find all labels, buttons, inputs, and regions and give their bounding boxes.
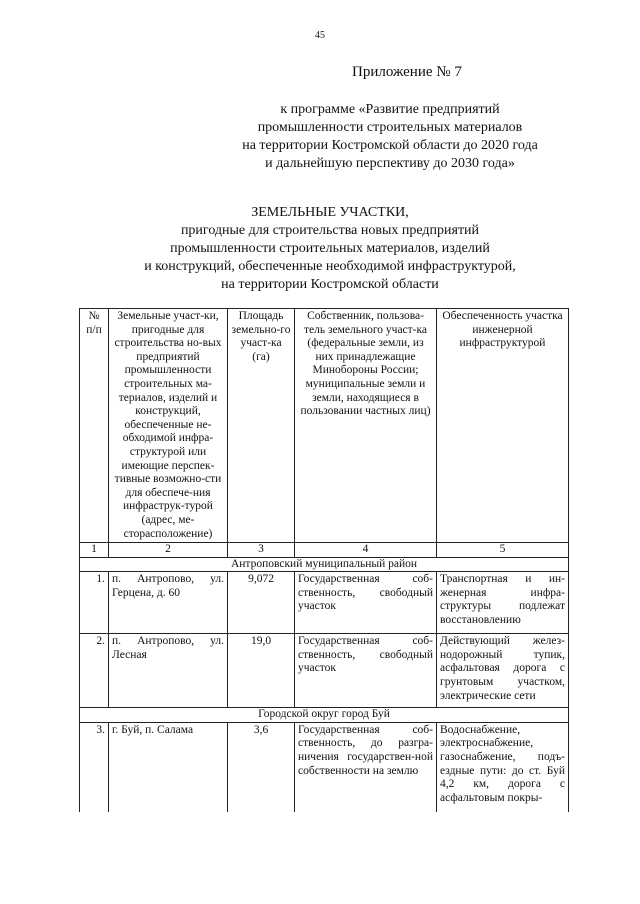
table-row [80, 572, 569, 634]
row-number: 2. [80, 634, 109, 708]
row-area: 3,6 [228, 722, 295, 812]
row-owner: Государственная соб-ственность, свободный участок [295, 572, 437, 634]
column-number-row [80, 543, 569, 558]
heading-line: пригодные для строительства новых предприятий [180, 223, 480, 238]
column-number: 2 [109, 543, 228, 558]
row-location: п. Антропово, ул. Лесная [109, 634, 228, 708]
document-heading [100, 204, 560, 294]
appendix-title: Приложение № 7 [352, 64, 462, 80]
table-header-row [80, 309, 569, 543]
row-location: п. Антропово, ул. Герцена, д. 60 [109, 572, 228, 634]
page-number: 45 [315, 30, 325, 41]
row-owner: Государственная соб-ственность, до разгра-ничения государствен-ной собственности на землю [295, 722, 437, 812]
column-number: 4 [295, 543, 437, 558]
header-location: Земельные участ-ки, пригодные для строительства но-вых предприятий промышленности строительных ма-териалов, изделий и конструкций, обеспеченные не-обходимой инфра-структурой или имеющие перспек-тивные возможно-сти для обеспече-ния инфраструк-турой (адрес, ме-стораcположение) [109, 309, 228, 543]
row-infrastructure: Действующий желез-нодорожный тупик, асфальтовая дорога с грунтовым участком, электрические сети [437, 634, 569, 708]
program-reference-line: промышленности строительных материалов [257, 120, 523, 135]
column-number: 1 [80, 543, 109, 558]
section-row [80, 708, 569, 723]
row-location: г. Буй, п. Салама [109, 722, 228, 812]
row-infrastructure: Транспортная и ин-женерная инфра-структуры подлежат восстановлению [437, 572, 569, 634]
program-reference-line: к программе «Развитие предприятий [280, 102, 500, 117]
header-infrastructure: Обеспеченность участка инженерной инфраструктурой [437, 309, 569, 543]
column-number: 3 [228, 543, 295, 558]
row-owner: Государственная соб-ственность, свободный участок [295, 634, 437, 708]
land-plots-table [79, 308, 569, 812]
section-row [80, 557, 569, 572]
row-area: 9,072 [228, 572, 295, 634]
header-owner: Собственник, пользова-тель земельного участ-ка (федеральные земли, из них принадлежащие Минобороны России; муниципальные земли и земли, находящиеся в пользовании частных лиц) [295, 309, 437, 543]
row-infrastructure: Водоснабжение, электроснабжение, газоснабжение, подъ-ездные пути: до ст. Буй 4,2 км, дорога с асфальтовым покры- [437, 722, 569, 812]
heading-line: ЗЕМЕЛЬНЫЕ УЧАСТКИ, [251, 205, 409, 220]
program-reference-line: и дальнейшую перспективу до 2030 года» [265, 156, 515, 171]
heading-line: промышленности строительных материалов, изделий [170, 241, 490, 256]
table-row [80, 634, 569, 708]
heading-line: на территории Костромской области [221, 277, 439, 292]
section-title: Городской округ город Буй [80, 708, 569, 723]
table-row [80, 722, 569, 812]
column-number: 5 [437, 543, 569, 558]
row-number: 3. [80, 722, 109, 812]
program-reference [220, 101, 560, 173]
section-title: Антроповский муниципальный район [80, 557, 569, 572]
program-reference-line: на территории Костромской области до 2020 года [242, 138, 538, 153]
row-number: 1. [80, 572, 109, 634]
header-area: Площадь земельно-го участ-ка (га) [228, 309, 295, 543]
row-area: 19,0 [228, 634, 295, 708]
header-number: № п/п [80, 309, 109, 543]
heading-line: и конструкций, обеспеченные необходимой инфраструктурой, [144, 259, 516, 274]
